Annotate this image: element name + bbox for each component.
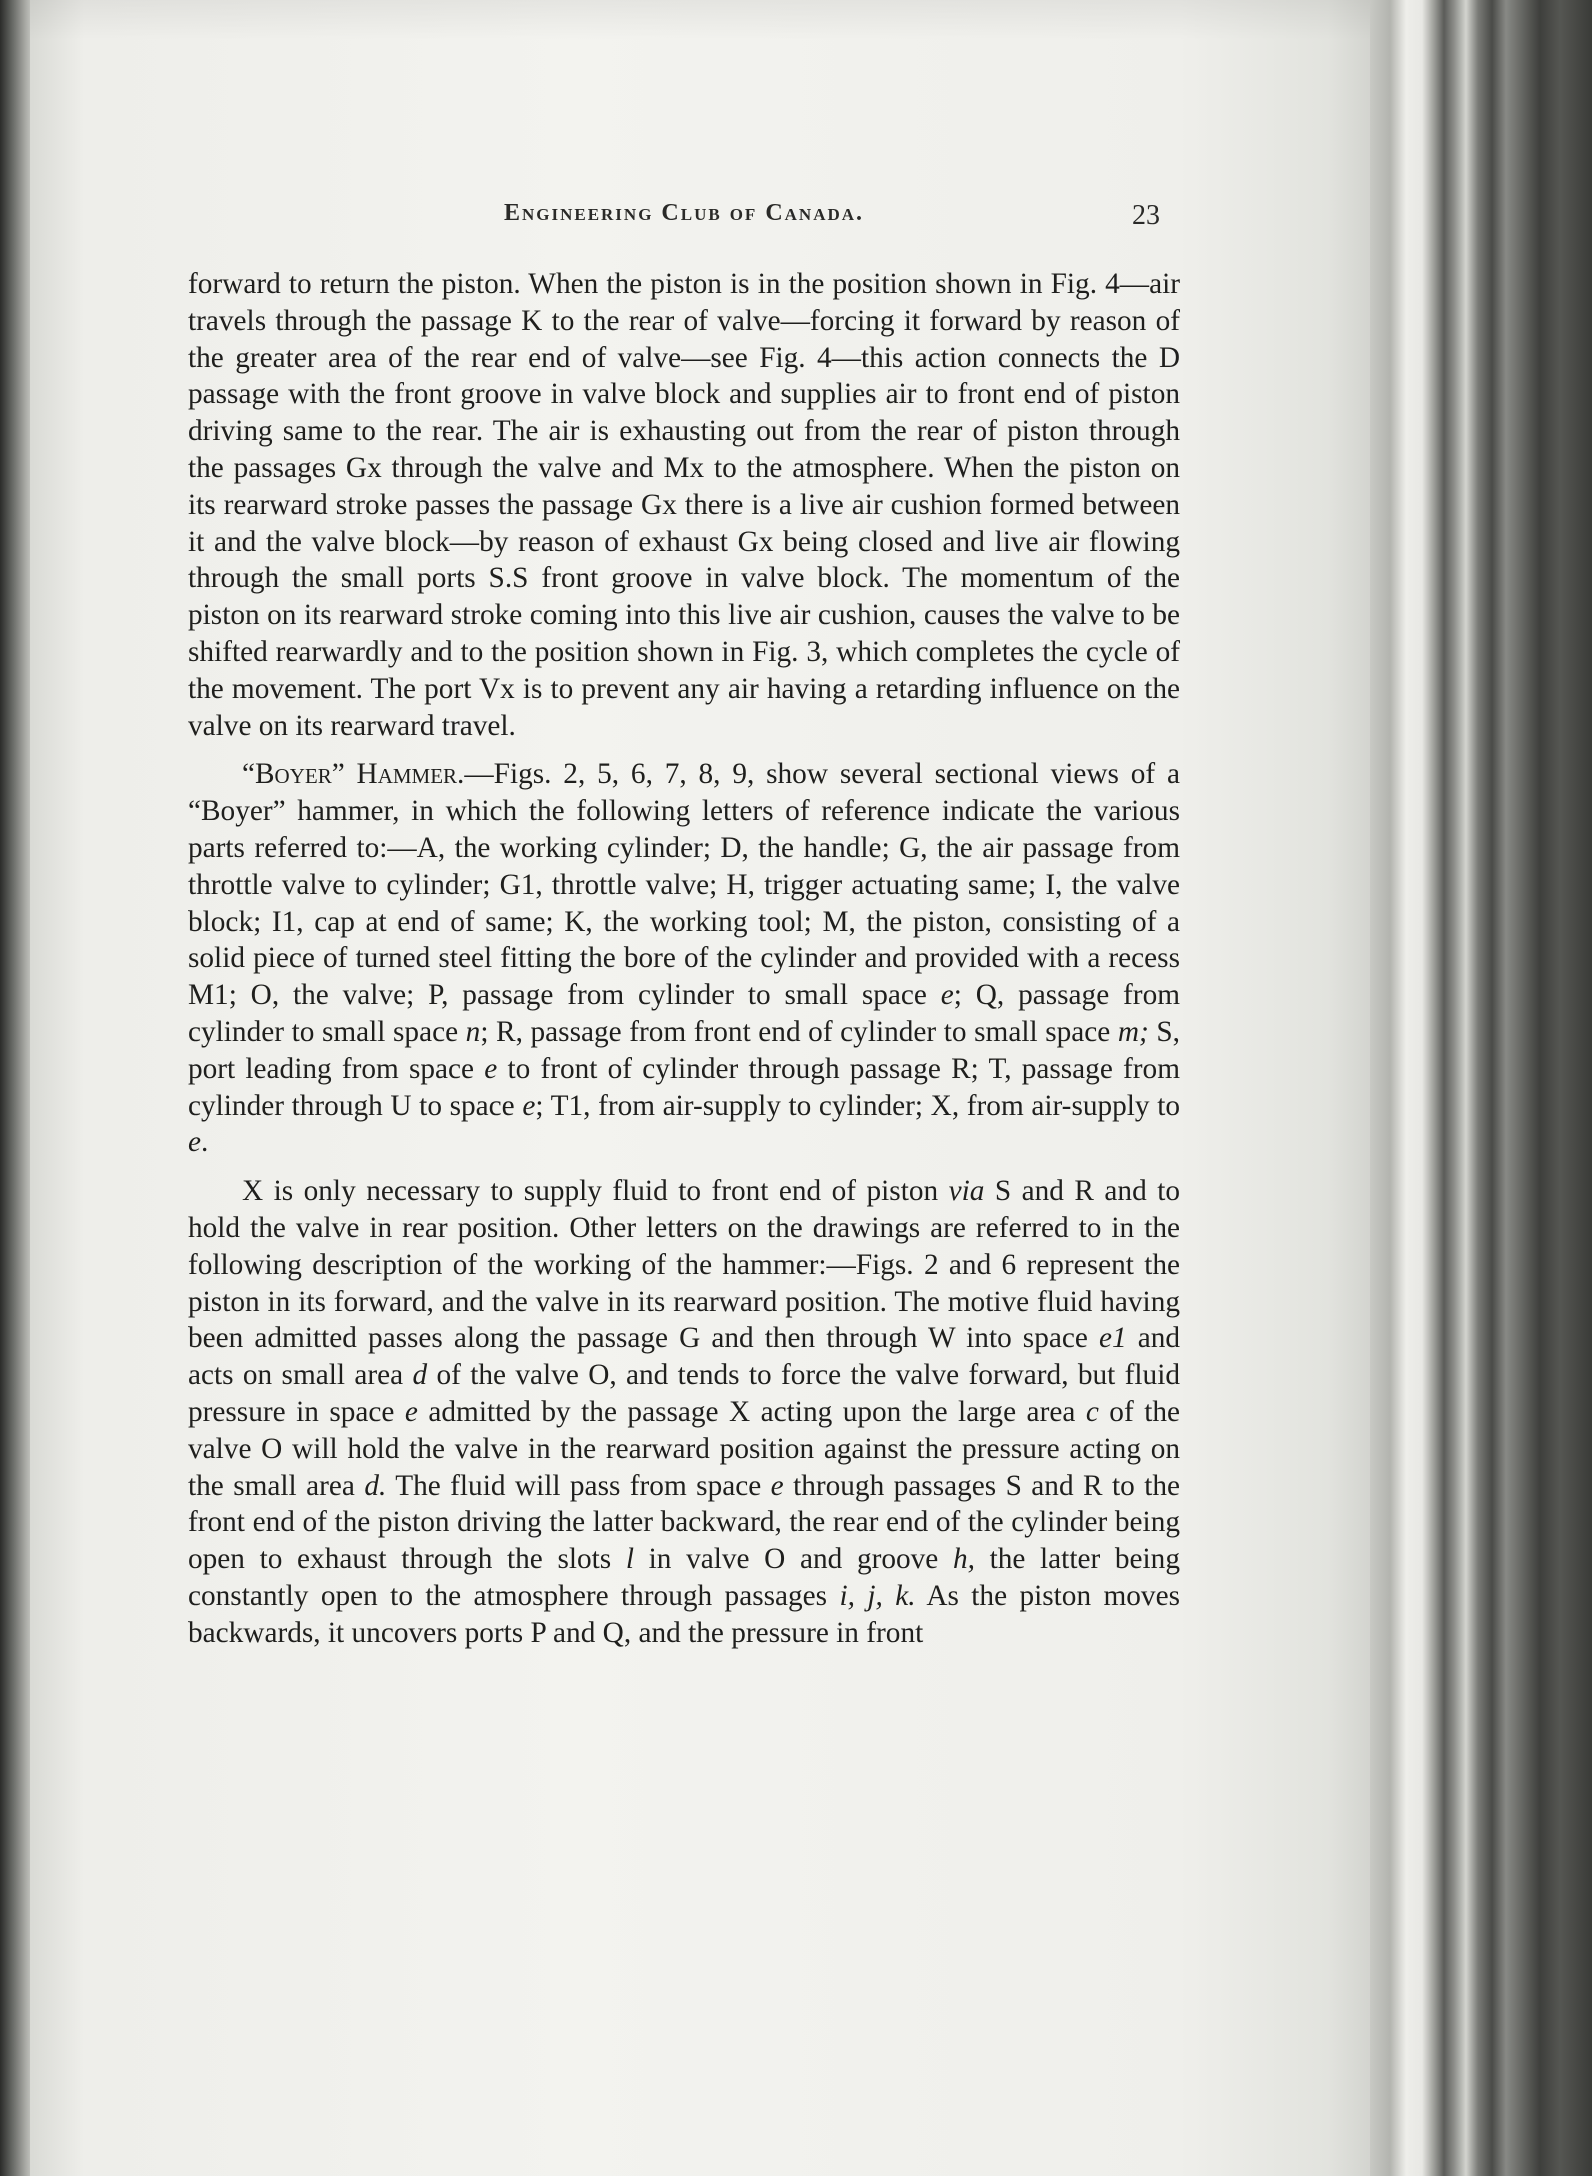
- italic-word: via: [948, 1175, 985, 1208]
- paragraph-3-text: of the valve O, and tends to force the valve forward, but fluid pressure in space: [188, 1359, 1180, 1428]
- paragraph-1: [188, 266, 1180, 744]
- paragraph-3-text: of the valve O will hold the valve in the rearward position against the pressure acting on the small area: [188, 1395, 1180, 1502]
- left-binding-edge: [0, 0, 34, 2176]
- page-number: 23: [1132, 200, 1160, 231]
- paragraph-3-text: As the piston moves backwards, it uncovers ports P and Q, and the pressure in front: [188, 1579, 1180, 1649]
- paragraph-2-text: to front of cylinder through passage R; T, passage from cylinder through U to space: [188, 1052, 1180, 1122]
- paragraph-2-text: .: [201, 1126, 209, 1159]
- italic-letter: c: [1085, 1395, 1099, 1428]
- paragraph-3-text: and acts on small area: [188, 1322, 1180, 1392]
- italic-letter: l: [625, 1543, 634, 1576]
- italic-letter: e1: [1098, 1322, 1127, 1355]
- paragraph-3-text: in valve O and groove: [633, 1543, 953, 1576]
- italic-letter: e: [484, 1052, 498, 1085]
- italic-letter: e: [188, 1126, 202, 1159]
- paragraph-2-text: ; Q, passage from cylinder to small space: [188, 979, 1181, 1048]
- paragraph-3-text: through passages S and R to the front end of the piston driving the latter backward, the rear end of the cylinder being open to exhaust through the slots: [188, 1469, 1180, 1576]
- paragraph-3-text: admitted by the passage X acting upon the large area: [417, 1395, 1086, 1428]
- italic-letter: e: [404, 1395, 418, 1428]
- paragraph-2-text: ; R, passage from front end of cylinder to small space: [480, 1015, 1118, 1048]
- italic-letter: d.: [364, 1469, 387, 1502]
- page-shadow: [30, 0, 1382, 40]
- italic-letter: h,: [952, 1543, 975, 1576]
- italic-letters: i, j, k.: [839, 1579, 916, 1612]
- paragraph-3-text: X is only necessary to supply fluid to front end of piston: [242, 1175, 949, 1208]
- body-text: [188, 266, 1180, 1651]
- page-header: [188, 200, 1180, 240]
- paragraph-2-text: ; T1, from air-supply to cylinder; X, from air-supply to: [535, 1089, 1180, 1122]
- paragraph-3: [188, 1173, 1180, 1651]
- paragraph-3-text: S and R and to hold the valve in rear position. Other letters on the drawings are referred to in the following description of the working of the hammer:—Figs. 2 and 6 represent the piston in its forward, and the valve in its rearward position. The motive fluid having been admitted passes along the passage G and then through W into space: [188, 1175, 1180, 1355]
- italic-letter: n: [465, 1015, 481, 1048]
- paragraph-3-text: The fluid will pass from space: [386, 1469, 771, 1502]
- section-heading-boyer-hammer: “Boyer” Hammer.: [242, 758, 465, 791]
- paragraph-2-text: S, port leading from space: [188, 1015, 1180, 1085]
- paragraph-2-text: —Figs. 2, 5, 6, 7, 8, 9, show several sectional views of a “Boyer” hammer, in which the following letters of reference indicate the various parts referred to:—A, the working cylinder; D, the handle; G, the air passage from throttle valve to cylinder; G1, throttle valve; H, trigger actuating same; I, the valve block; I1, cap at end of same; K, the working tool; M, the piston, consisting of a solid piece of turned steel fitting the bore of the cylinder and provided with a recess M1; O, the valve; P, passage from cylinder to small space: [188, 758, 1180, 1012]
- italic-letter: e: [522, 1089, 536, 1122]
- paragraph-2: [188, 756, 1180, 1161]
- italic-letter: d: [412, 1359, 428, 1392]
- italic-letter: e: [940, 979, 954, 1012]
- paragraph-3-text: the latter being constantly open to the atmosphere through passages: [188, 1543, 1180, 1612]
- italic-letter: e: [770, 1469, 784, 1502]
- paragraph-1-text: forward to return the piston. When the piston is in the position shown in Fig. 4—air travels through the passage K to the rear of valve—forcing it forward by reason of the greater area of the rear end of valve—see Fig. 4—this action connects the D passage with the front groove in valve block and supplies air to front end of piston driving same to the rear. The air is exhausting out from the rear of piston through the passages Gx through the valve and Mx to the atmosphere. When the piston on its rearward stroke passes the passage Gx there is a live air cushion formed between it and the valve block—by reason of exhaust Gx being closed and live air flowing through the small ports S.S front groove in valve block. The momentum of the piston on its rearward stroke coming into this live air cushion, causes the valve to be shifted rearwardly and to the position shown in Fig. 3, which completes the cycle of the movement. The port Vx is to prevent any air having a retarding influence on the valve on its rearward travel.: [188, 268, 1180, 742]
- running-title: Engineering Club of Canada.: [503, 200, 865, 226]
- book-spine-gutter: [1370, 0, 1592, 2176]
- italic-letter: m;: [1117, 1015, 1149, 1048]
